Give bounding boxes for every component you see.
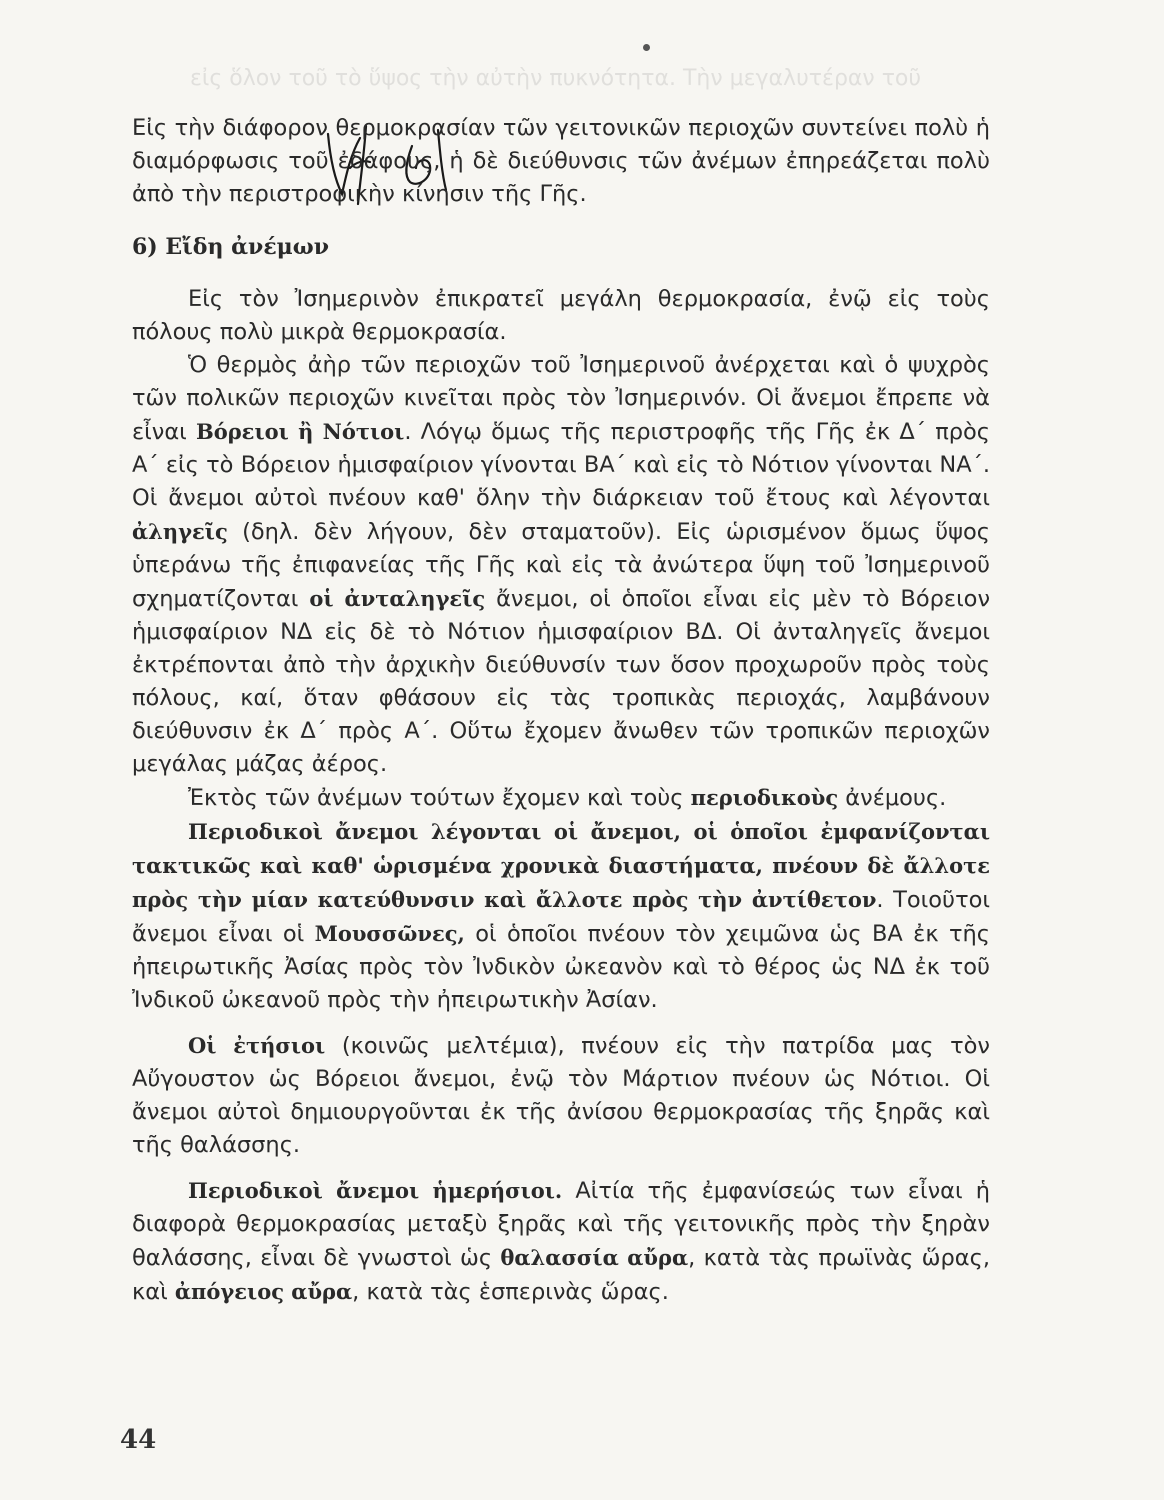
body-text: [132, 112, 990, 1309]
paragraph: Εἰς τὸν Ἰσημερινὸν ἐπικρατεῖ μεγάλη θερμοκρασία, ἐνῷ εἰς τοὺς πόλους πολὺ μικρὰ θερμοκρασία.: [132, 286, 990, 345]
bold-term: Μουσσῶνες,: [314, 921, 465, 946]
text-run: , κατὰ τὰς ἑσπερινὰς ὥρας.: [352, 1279, 669, 1305]
text-run: οἱ ὁποῖοι πνέουν τὸν χειμῶνα ὡς ΒΑ ἐκ τῆς ἠπειρωτικῆς Ἀσίας πρὸς τὸν Ἰνδικὸν ὠκεανὸν καὶ τὸ θέρος ὡς ΝΔ ἐκ τοῦ Ἰνδικοῦ ὠκεανοῦ πρὸς τὴν ἠπειρωτικὴν Ἀσίαν.: [132, 921, 990, 1013]
text-run: Ὁ θερμὸς ἀὴρ τῶν περιοχῶν τοῦ Ἰσημερινοῦ ἀνέρχεται καὶ ὁ ψυχρὸς τῶν πολικῶν περιοχῶν κινεῖται πρὸς τὸν Ἰσημερινόν. Οἱ ἄνεμοι ἔπρεπε νὰ εἶναι: [132, 352, 990, 445]
bold-term: ἀληγεῖς: [132, 519, 228, 544]
text-run: Ἐκτὸς τῶν ἀνέμων τούτων ἔχομεν καὶ τοὺς: [188, 785, 691, 811]
paragraph: [132, 781, 990, 815]
text-run: . Τοιοῦτοι ἄνεμοι εἶναι οἱ: [132, 887, 990, 947]
bold-definition: Περιοδικοὶ ἄνεμοι λέγονται οἱ ἄνεμοι, οἱ ὁποῖοι ἐμφανίζονται τακτικῶς καὶ καθ' ὡρισμένα χρονικὰ διαστήματα, πνέουν δὲ ἄλλοτε πρὸς τὴν μίαν κατεύθυνσιν καὶ ἄλλοτε πρὸς τὴν ἀντίθετον: [132, 819, 990, 912]
page-number: 44: [120, 1425, 157, 1455]
spacer: [132, 1017, 990, 1029]
section-heading: 6) Εἴδη ἀνέμων: [132, 234, 330, 260]
paragraph: [132, 1174, 990, 1309]
bold-term: ἀπόγειος αὔρα: [174, 1279, 353, 1304]
show-through-text: εἰς ὅλον τοῦ τὸ ὕψος τὴν αὐτὴν πυκνότητα. Τὴν μεγαλυτέραν τοῦ: [190, 66, 922, 91]
paragraph: [132, 349, 990, 781]
bold-term: θαλασσία αὔρα: [500, 1245, 689, 1270]
text-run: ἀνέμους.: [838, 785, 947, 811]
bold-term: Περιοδικοὶ ἄνεμοι ἡμερήσιοι.: [188, 1178, 563, 1203]
text-run: (κοινῶς μελτέμια), πνέουν εἰς τὴν πατρίδα μας τὸν Αὔγουστον ὡς Βόρειοι ἄνεμοι, ἐνῷ τὸν Μάρτιον πνέουν ὡς Νότιοι. Οἱ ἄνεμοι αὐτοὶ δημιουργοῦνται ἐκ τῆς ἀνίσου θερμοκρασίας τῆς ξηρᾶς καὶ τῆς θαλάσσης.: [132, 1033, 991, 1158]
bold-term: Οἱ ἐτήσιοι: [188, 1033, 326, 1058]
paragraph: [132, 1029, 990, 1162]
text-run: . Λόγῳ ὅμως τῆς περιστροφῆς τῆς Γῆς ἐκ Δ΄ πρὸς Α΄ εἰς τὸ Βόρειον ἡμισφαίριον γίνονται ΒΑ΄ καὶ εἰς τὸ Νότιον γίνονται ΝΑ΄. Οἱ ἄνεμοι αὐτοὶ πνέουν καθ' ὅλην τὴν διάρκειαν τοῦ ἔτους καὶ λέγονται: [132, 419, 990, 511]
text-run: , κατὰ τὰς πρωϊνὰς ὥρας, καὶ: [132, 1245, 990, 1305]
paragraph: [132, 815, 990, 1017]
bold-term: Βόρειοι ἢ Νότιοι: [195, 419, 405, 444]
text-run: Αἰτία τῆς ἐμφανίσεώς των εἶναι ἡ διαφορὰ θερμοκρασίας μεταξὺ ξηρᾶς καὶ τῆς γειτονικῆς πρὸς τὴν ξηρὰν θαλάσσης, εἶναι δὲ γνωστοὶ ὡς: [132, 1178, 991, 1271]
intro-paragraph: Εἰς τὴν διάφορον θερμοκρασίαν τῶν γειτονικῶν περιοχῶν συντείνει πολὺ ἡ διαμόρφωσις τοῦ ἐδάφους, ἡ δὲ διεύθυνσις τῶν ἀνέμων ἐπηρεάζεται πολὺ ἀπὸ τὴν περιστροφικὴν κίνησιν τῆς Γῆς.: [132, 115, 990, 207]
spacer: [132, 1162, 990, 1174]
text-run: ἄνεμοι, οἱ ὁποῖοι εἶναι εἰς μὲν τὸ Βόρειον ἡμισφαίριον ΝΔ εἰς δὲ τὸ Νότιον ἡμισφαίριον ΒΔ. Οἱ ἀνταληγεῖς ἄνεμοι ἐκτρέπονται ἀπὸ τὴν ἀρχικὴν διεύθυνσίν των ὅσον προχωροῦν πρὸς τοὺς πόλους, καί, ὅταν φθάσουν εἰς τὰς τροπικὰς περιοχάς, λαμβάνουν διεύθυνσιν ἐκ Δ΄ πρὸς Α΄. Οὕτω ἔχομεν ἄνωθεν τῶν τροπικῶν περιοχῶν μεγάλας μάζας ἀέρος.: [132, 586, 991, 777]
ink-speck: [643, 44, 650, 51]
bold-term: περιοδικοὺς: [690, 785, 839, 810]
text-run: (δηλ. δὲν λήγουν, δὲν σταματοῦν). Εἰς ὡρισμένον ὅμως ὕψος ὑπεράνω τῆς ἐπιφανείας τῆς Γῆς καὶ εἰς τὰ ἀνώτερα ὕψη τοῦ Ἰσημερινοῦ σχηματίζονται: [132, 519, 990, 612]
bold-term: οἱ ἀνταληγεῖς: [309, 586, 486, 611]
